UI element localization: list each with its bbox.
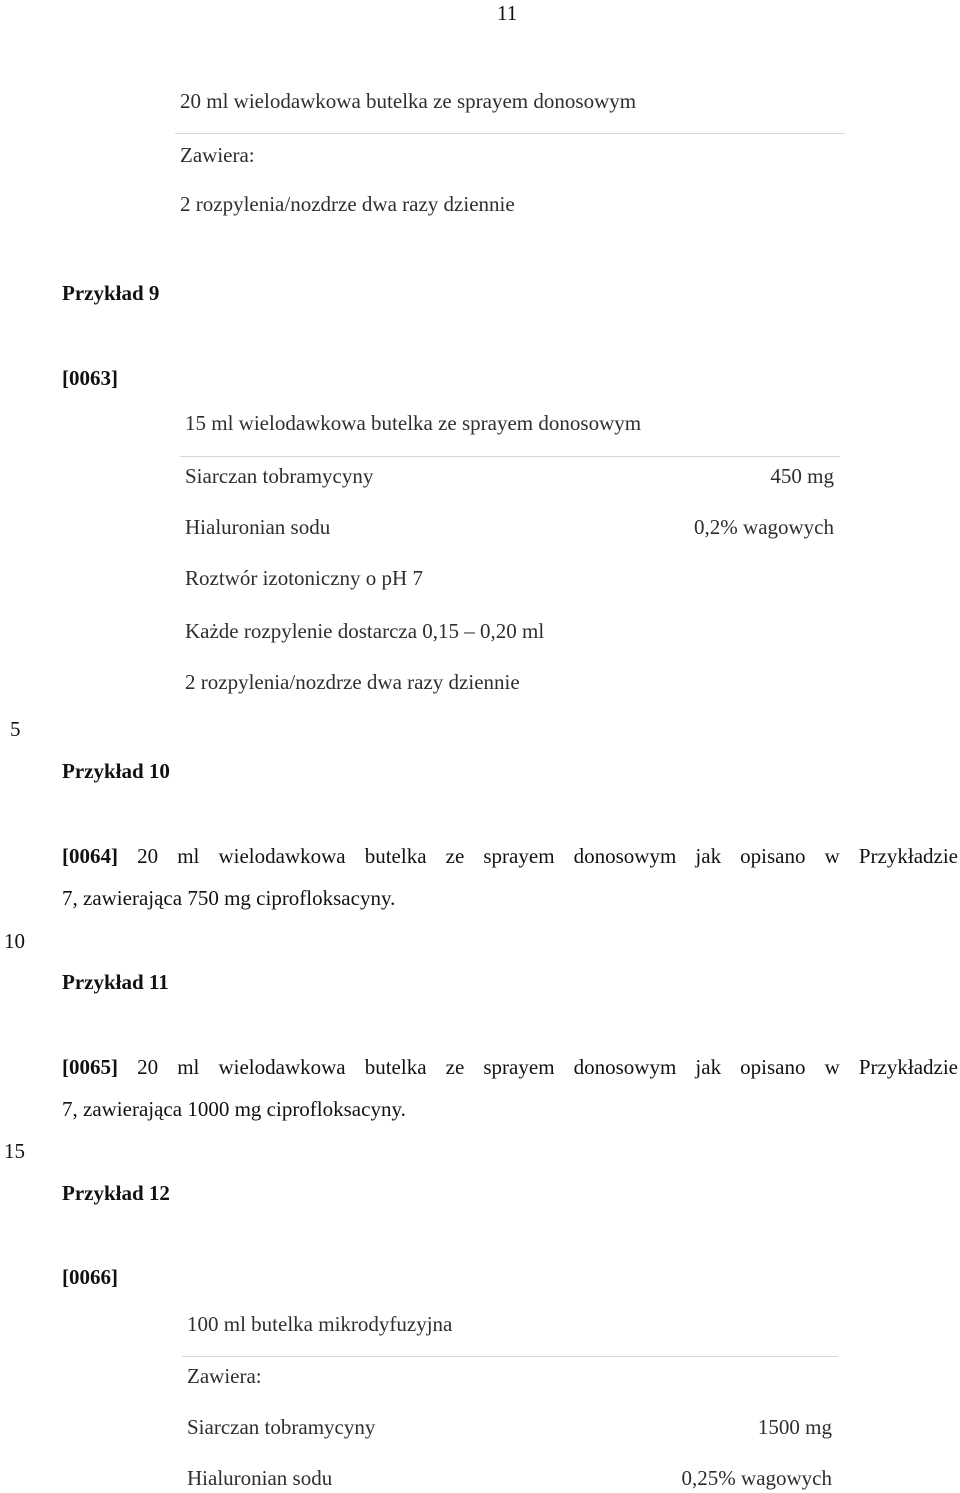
line-number: 5 <box>10 717 21 741</box>
ingredient-name: Siarczan tobramycyny <box>185 464 374 488</box>
paragraph <box>62 846 958 909</box>
ingredient-amount: 0,2% wagowych <box>694 515 834 539</box>
paragraph-id: [0063] <box>62 366 118 390</box>
spray-volume-text: Każde rozpylenie dostarcza 0,15 – 0,20 ml <box>185 619 545 643</box>
ingredient-name: Siarczan tobramycyny <box>187 1415 376 1439</box>
example-heading: Przykład 12 <box>62 1181 170 1205</box>
contains-label: Zawiera: <box>187 1364 262 1388</box>
table-divider <box>175 133 845 134</box>
paragraph-id: [0065] <box>62 1055 118 1079</box>
paragraph-text-line: 7, zawierająca 1000 mg ciprofloksacyny. <box>62 1097 406 1121</box>
page-number: 11 <box>497 1 518 25</box>
table-divider <box>182 1356 838 1357</box>
ingredient-name: Hialuronian sodu <box>185 515 331 539</box>
example-heading: Przykład 11 <box>62 970 169 994</box>
paragraph-text-line: 20 ml wielodawkowa butelka ze sprayem donosowym jak opisano w Przykładzie <box>137 844 958 868</box>
paragraph-text-line: 7, zawierająca 750 mg ciprofloksacyny. <box>62 886 396 910</box>
example-heading: Przykład 9 <box>62 281 160 305</box>
solution-text: Roztwór izotoniczny o pH 7 <box>185 566 423 590</box>
bottle-title: 20 ml wielodawkowa butelka ze sprayem donosowym <box>180 89 637 113</box>
ingredient-amount: 450 mg <box>770 464 834 488</box>
ingredient-amount: 0,25% wagowych <box>681 1466 832 1490</box>
contains-label: Zawiera: <box>180 143 255 167</box>
dosage-text: 2 rozpylenia/nozdrze dwa razy dziennie <box>185 670 520 694</box>
dosage-text: 2 rozpylenia/nozdrze dwa razy dziennie <box>180 192 515 216</box>
paragraph-id: [0064] <box>62 844 118 868</box>
table-divider <box>180 456 840 457</box>
line-number: 10 <box>4 929 25 953</box>
paragraph <box>62 1057 958 1120</box>
bottle-title: 15 ml wielodawkowa butelka ze sprayem donosowym <box>185 411 642 435</box>
ingredient-amount: 1500 mg <box>757 1415 832 1439</box>
ingredient-name: Hialuronian sodu <box>187 1466 333 1490</box>
bottle-title: 100 ml butelka mikrodyfuzyjna <box>187 1312 453 1336</box>
line-number: 15 <box>4 1139 25 1163</box>
paragraph-text-line: 20 ml wielodawkowa butelka ze sprayem donosowym jak opisano w Przykładzie <box>137 1055 958 1079</box>
paragraph-id: [0066] <box>62 1265 118 1289</box>
example-heading: Przykład 10 <box>62 759 170 783</box>
